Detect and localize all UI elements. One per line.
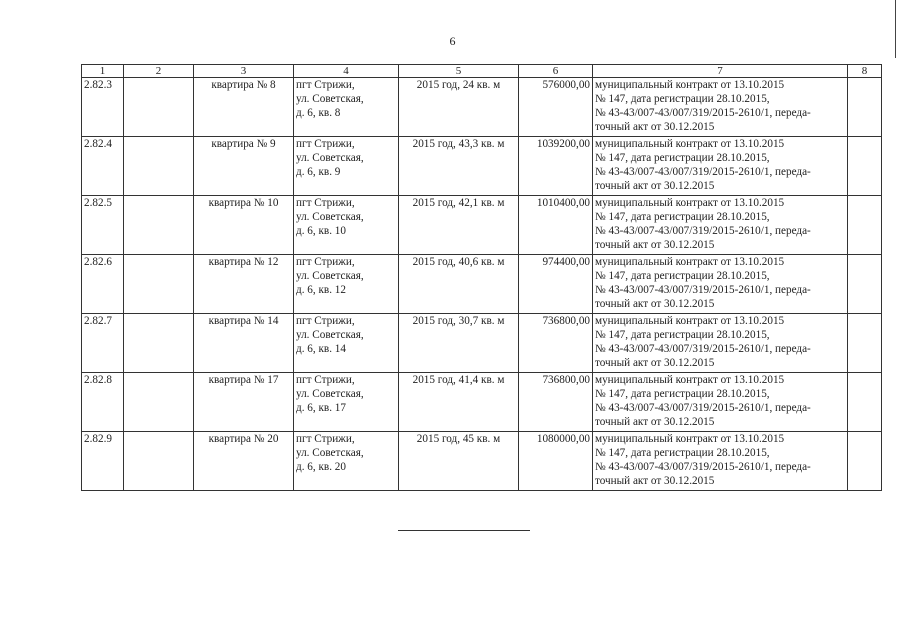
item-number: 2.82.5	[82, 196, 124, 255]
item-number: 2.82.4	[82, 137, 124, 196]
column-header: 2	[124, 65, 194, 78]
address-line: ул. Советская,	[296, 270, 364, 282]
property-name: квартира № 20	[194, 432, 294, 491]
ownership-basis	[593, 137, 848, 196]
address-line: пгт Стрижи,	[296, 374, 355, 386]
property-name: квартира № 8	[194, 78, 294, 137]
address-line: пгт Стрижи,	[296, 197, 355, 209]
basis-line: № 147, дата регистрации 28.10.2015,	[595, 447, 770, 459]
basis-line: точный акт от 30.12.2015	[595, 121, 715, 133]
address-line: ул. Советская,	[296, 447, 364, 459]
address-line: ул. Советская,	[296, 93, 364, 105]
property-name: квартира № 10	[194, 196, 294, 255]
basis-line: муниципальный контракт от 13.10.2015	[595, 79, 785, 91]
table-row	[82, 255, 882, 314]
column-header: 6	[519, 65, 593, 78]
ownership-basis	[593, 196, 848, 255]
address-line: пгт Стрижи,	[296, 315, 355, 327]
page-number: 6	[449, 34, 456, 48]
property-name: квартира № 17	[194, 373, 294, 432]
column-header: 7	[593, 65, 848, 78]
basis-line: № 147, дата регистрации 28.10.2015,	[595, 388, 770, 400]
table-row	[82, 373, 882, 432]
address-line: пгт Стрижи,	[296, 138, 355, 150]
property-registry-table	[81, 64, 882, 491]
ownership-basis	[593, 432, 848, 491]
empty-cell	[124, 255, 194, 314]
address-line: д. 6, кв. 8	[296, 107, 341, 119]
property-address	[294, 255, 399, 314]
basis-line: муниципальный контракт от 13.10.2015	[595, 374, 785, 386]
item-number: 2.82.6	[82, 255, 124, 314]
address-line: ул. Советская,	[296, 211, 364, 223]
empty-cell	[124, 432, 194, 491]
ownership-basis	[593, 373, 848, 432]
column-header: 5	[399, 65, 519, 78]
empty-cell	[848, 314, 882, 373]
amount: 736800,00	[519, 373, 593, 432]
item-number: 2.82.9	[82, 432, 124, 491]
basis-line: точный акт от 30.12.2015	[595, 239, 715, 251]
address-line: ул. Советская,	[296, 329, 364, 341]
ownership-basis	[593, 314, 848, 373]
basis-line: № 43-43/007-43/007/319/2015-2610/1, переда-	[595, 107, 811, 119]
column-header: 3	[194, 65, 294, 78]
basis-line: № 43-43/007-43/007/319/2015-2610/1, переда-	[595, 225, 811, 237]
basis-line: муниципальный контракт от 13.10.2015	[595, 256, 785, 268]
year-and-area: 2015 год, 40,6 кв. м	[399, 255, 519, 314]
basis-line: № 147, дата регистрации 28.10.2015,	[595, 152, 770, 164]
property-address	[294, 373, 399, 432]
basis-line: № 147, дата регистрации 28.10.2015,	[595, 329, 770, 341]
address-line: пгт Стрижи,	[296, 256, 355, 268]
empty-cell	[124, 373, 194, 432]
address-line: ул. Советская,	[296, 388, 364, 400]
year-and-area: 2015 год, 45 кв. м	[399, 432, 519, 491]
empty-cell	[848, 432, 882, 491]
item-number: 2.82.7	[82, 314, 124, 373]
amount: 974400,00	[519, 255, 593, 314]
address-line: д. 6, кв. 14	[296, 343, 346, 355]
basis-line: муниципальный контракт от 13.10.2015	[595, 433, 785, 445]
property-address	[294, 314, 399, 373]
column-header: 8	[848, 65, 882, 78]
amount: 576000,00	[519, 78, 593, 137]
ownership-basis	[593, 255, 848, 314]
table-header-row	[82, 65, 882, 78]
basis-line: точный акт от 30.12.2015	[595, 475, 715, 487]
closing-rule	[398, 530, 530, 531]
address-line: ул. Советская,	[296, 152, 364, 164]
basis-line: № 43-43/007-43/007/319/2015-2610/1, переда-	[595, 343, 811, 355]
property-address	[294, 432, 399, 491]
table-row	[82, 78, 882, 137]
empty-cell	[848, 137, 882, 196]
empty-cell	[848, 196, 882, 255]
address-line: пгт Стрижи,	[296, 433, 355, 445]
basis-line: № 43-43/007-43/007/319/2015-2610/1, переда-	[595, 461, 811, 473]
empty-cell	[124, 137, 194, 196]
empty-cell	[848, 255, 882, 314]
basis-line: № 43-43/007-43/007/319/2015-2610/1, переда-	[595, 402, 811, 414]
column-header: 1	[82, 65, 124, 78]
basis-line: № 147, дата регистрации 28.10.2015,	[595, 270, 770, 282]
address-line: д. 6, кв. 10	[296, 225, 346, 237]
item-number: 2.82.3	[82, 78, 124, 137]
basis-line: муниципальный контракт от 13.10.2015	[595, 138, 785, 150]
address-line: д. 6, кв. 17	[296, 402, 346, 414]
property-name: квартира № 14	[194, 314, 294, 373]
basis-line: точный акт от 30.12.2015	[595, 357, 715, 369]
basis-line: № 147, дата регистрации 28.10.2015,	[595, 211, 770, 223]
table-row	[82, 432, 882, 491]
address-line: пгт Стрижи,	[296, 79, 355, 91]
address-line: д. 6, кв. 9	[296, 166, 341, 178]
basis-line: точный акт от 30.12.2015	[595, 180, 715, 192]
table-row	[82, 137, 882, 196]
empty-cell	[124, 78, 194, 137]
basis-line: № 147, дата регистрации 28.10.2015,	[595, 93, 770, 105]
amount: 1039200,00	[519, 137, 593, 196]
address-line: д. 6, кв. 12	[296, 284, 346, 296]
item-number: 2.82.8	[82, 373, 124, 432]
amount: 736800,00	[519, 314, 593, 373]
ownership-basis	[593, 78, 848, 137]
basis-line: муниципальный контракт от 13.10.2015	[595, 315, 785, 327]
year-and-area: 2015 год, 42,1 кв. м	[399, 196, 519, 255]
property-address	[294, 137, 399, 196]
empty-cell	[124, 196, 194, 255]
amount: 1010400,00	[519, 196, 593, 255]
amount: 1080000,00	[519, 432, 593, 491]
basis-line: № 43-43/007-43/007/319/2015-2610/1, переда-	[595, 166, 811, 178]
table-row	[82, 314, 882, 373]
basis-line: точный акт от 30.12.2015	[595, 298, 715, 310]
empty-cell	[124, 314, 194, 373]
property-name: квартира № 9	[194, 137, 294, 196]
property-name: квартира № 12	[194, 255, 294, 314]
property-address	[294, 196, 399, 255]
year-and-area: 2015 год, 43,3 кв. м	[399, 137, 519, 196]
column-header: 4	[294, 65, 399, 78]
empty-cell	[848, 78, 882, 137]
property-address	[294, 78, 399, 137]
table-row	[82, 196, 882, 255]
basis-line: точный акт от 30.12.2015	[595, 416, 715, 428]
basis-line: № 43-43/007-43/007/319/2015-2610/1, переда-	[595, 284, 811, 296]
basis-line: муниципальный контракт от 13.10.2015	[595, 197, 785, 209]
address-line: д. 6, кв. 20	[296, 461, 346, 473]
year-and-area: 2015 год, 30,7 кв. м	[399, 314, 519, 373]
page-edge-line	[895, 0, 896, 58]
year-and-area: 2015 год, 41,4 кв. м	[399, 373, 519, 432]
empty-cell	[848, 373, 882, 432]
year-and-area: 2015 год, 24 кв. м	[399, 78, 519, 137]
